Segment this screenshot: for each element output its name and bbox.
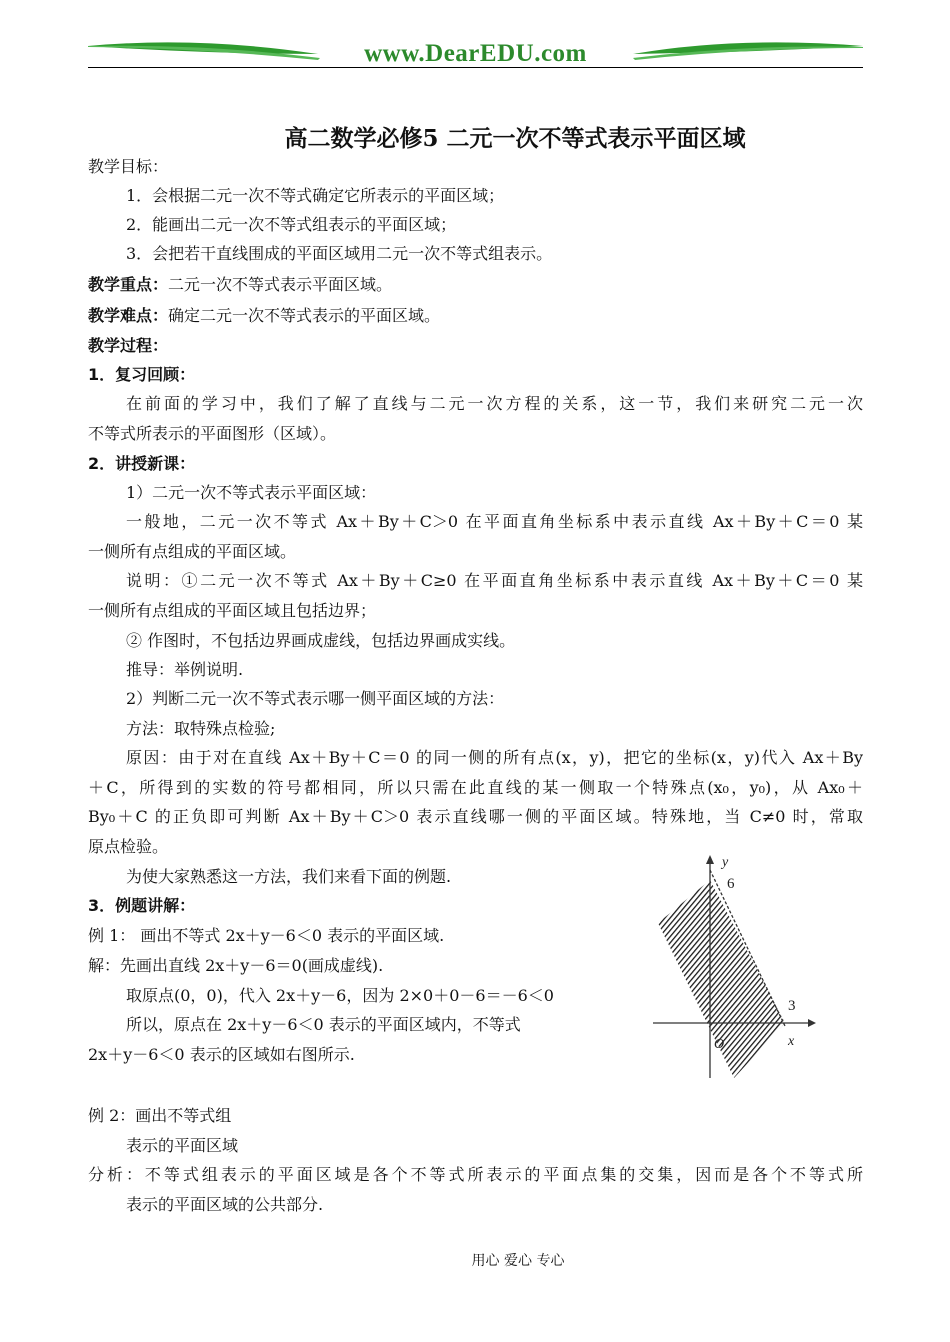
lesson-line: ② 作图时，不包括边界画成虚线，包括边界画成实线。: [126, 631, 516, 650]
lesson-line: By₀＋C 的正负即可判断 Ax＋By＋C＞0 表示直线哪一侧的平面区域。特殊地，当 C≠0 时，常取: [88, 807, 863, 826]
page-footer: 用心 爱心 专心: [471, 1253, 565, 1269]
region-graph: [648, 850, 818, 1085]
lesson-line: 为使大家熟悉这一方法，我们来看下面的例题.: [126, 867, 452, 886]
key-point-label: 教学重点：: [88, 275, 169, 294]
new-lesson-heading: 2．讲授新课：: [88, 454, 196, 473]
example2-line: 表示的平面区域的公共部分.: [126, 1195, 324, 1214]
lesson-line: 方法：取特殊点检验;: [126, 719, 276, 738]
example2-line: 例 2：画出不等式组: [88, 1106, 232, 1125]
region-graph-svg: [648, 850, 818, 1085]
goals-heading: 教学目标：: [88, 157, 169, 176]
difficulty-label: 教学难点：: [88, 306, 169, 325]
example-line: 解：先画出直线 2x＋y－6＝0(画成虚线).: [88, 956, 384, 975]
review-text-line: 不等式所表示的平面图形（区域）。: [88, 424, 337, 443]
lesson-line: 一侧所有点组成的平面区域。: [88, 542, 297, 561]
key-point: [88, 274, 392, 296]
lesson-line: 原点检验。: [88, 837, 169, 856]
lesson-line: 说明：①二元一次不等式 Ax＋By＋C≥0 在平面直角坐标系中表示直线 Ax＋By＋C＝0 某: [126, 571, 863, 590]
lesson-line: 原因：由于对在直线 Ax＋By＋C＝0 的同一侧的所有点(x，y)，把它的坐标(x，y)代入 Ax＋By: [126, 748, 863, 767]
x-axis-label: x: [788, 1034, 795, 1049]
goal-item: 2．能画出二元一次不等式组表示的平面区域；: [126, 215, 457, 234]
site-name: www.DearEDU.com: [364, 40, 587, 67]
y-axis-label: y: [722, 855, 729, 870]
lesson-line: 2）判断二元一次不等式表示哪一侧平面区域的方法：: [126, 689, 505, 708]
x-axis-arrow: [808, 1019, 816, 1027]
example-line: 取原点(0，0)，代入 2x＋y－6，因为 2×0＋0－6＝－6＜0: [126, 986, 554, 1005]
lesson-line: 推导：举例说明.: [126, 660, 244, 679]
document-title: 高二数学必修5 二元一次不等式表示平面区域: [284, 125, 746, 152]
review-text-line: 在前面的学习中，我们了解了直线与二元一次方程的关系，这一节，我们来研究二元一次: [126, 394, 863, 413]
example2-line: 分析：不等式组表示的平面区域是各个不等式所表示的平面点集的交集，因而是各个不等式所: [88, 1165, 863, 1184]
difficulty-text: 确定二元一次不等式表示的平面区域。: [168, 306, 441, 325]
key-point-text: 二元一次不等式表示平面区域。: [168, 275, 393, 294]
origin-label: O: [714, 1037, 725, 1052]
goal-item: 1．会根据二元一次不等式确定它所表示的平面区域；: [126, 186, 505, 205]
lesson-line: 一般地，二元一次不等式 Ax＋By＋C＞0 在平面直角坐标系中表示直线 Ax＋By＋C＝0 某: [126, 512, 863, 531]
review-heading: 1．复习回顾：: [88, 365, 196, 384]
y-intercept-label: 6: [727, 876, 735, 892]
header-rule: [88, 67, 863, 68]
lesson-line: 1）二元一次不等式表示平面区域：: [126, 483, 377, 502]
difficulty: [88, 305, 440, 327]
example-line: 所以，原点在 2x＋y－6＜0 表示的平面区域内，不等式: [126, 1015, 521, 1034]
examples-heading: 3．例题讲解：: [88, 896, 196, 915]
y-axis-arrow: [706, 855, 714, 864]
x-intercept-label: 3: [788, 998, 796, 1014]
example-line: 2x＋y－6＜0 表示的区域如右图所示.: [88, 1045, 355, 1064]
example2-line: 表示的平面区域: [126, 1136, 239, 1155]
goal-item: 3．会把若干直线围成的平面区域用二元一次不等式组表示。: [126, 244, 553, 263]
process-heading: 教学过程：: [88, 336, 169, 355]
example-line: 例 1： 画出不等式 2x＋y－6＜0 表示的平面区域.: [88, 926, 445, 945]
lesson-line: ＋C，所得到的实数的符号都相同，所以只需在此直线的某一侧取一个特殊点(x₀，y₀)，从 Ax₀＋: [88, 778, 863, 797]
lesson-line: 一侧所有点组成的平面区域且包括边界；: [88, 601, 377, 620]
